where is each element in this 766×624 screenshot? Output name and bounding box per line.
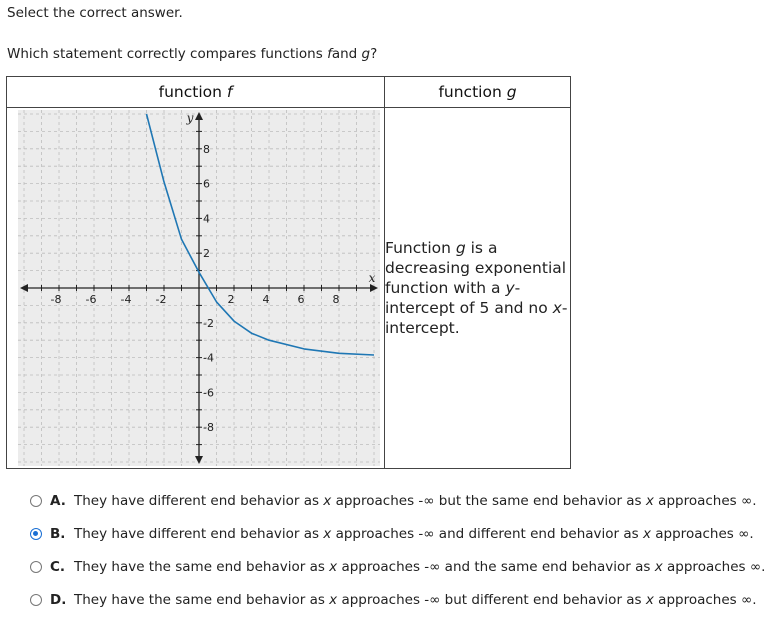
column-header-function-f: function f bbox=[7, 77, 385, 108]
radio-button[interactable] bbox=[30, 528, 42, 540]
choice-b[interactable] bbox=[30, 517, 765, 550]
y-tick-label: -8 bbox=[203, 421, 214, 435]
y-tick-label: -2 bbox=[203, 316, 214, 330]
y-tick-label: 2 bbox=[203, 247, 210, 261]
function-f-graph bbox=[18, 110, 380, 466]
y-tick-label: -4 bbox=[203, 351, 214, 365]
graph-cell bbox=[7, 108, 385, 469]
choice-letter: B. bbox=[50, 525, 66, 542]
function-g-description: Function g is a decreasing exponential function with a y-intercept of 5 and no x-intercept. bbox=[385, 108, 571, 469]
question-text: Which statement correctly compares functions fand g? bbox=[7, 46, 378, 62]
radio-button[interactable] bbox=[30, 561, 42, 573]
choice-text: They have different end behavior as x approaches -∞ and different end behavior as x approaches ∞. bbox=[74, 525, 754, 542]
answer-choices bbox=[30, 484, 765, 616]
y-tick-label: 6 bbox=[203, 177, 210, 191]
y-axis-label: y bbox=[186, 111, 194, 125]
x-tick-label: -2 bbox=[155, 293, 167, 306]
choice-text: They have the same end behavior as x approaches -∞ but different end behavior as x approaches ∞. bbox=[74, 591, 757, 608]
x-tick-label: -4 bbox=[120, 293, 132, 306]
x-tick-label: 8 bbox=[332, 293, 340, 306]
column-header-function-g: function g bbox=[385, 77, 571, 108]
x-tick-label: -8 bbox=[50, 293, 62, 306]
radio-button[interactable] bbox=[30, 594, 42, 606]
choice-c[interactable] bbox=[30, 550, 765, 583]
y-tick-label: 8 bbox=[203, 142, 210, 156]
choice-a[interactable] bbox=[30, 484, 765, 517]
comparison-table bbox=[6, 76, 571, 469]
x-tick-label: 4 bbox=[262, 293, 270, 306]
choice-text: They have different end behavior as x approaches -∞ but the same end behavior as x approaches ∞. bbox=[74, 492, 757, 509]
choice-letter: D. bbox=[50, 591, 67, 608]
x-tick-label: 2 bbox=[227, 293, 235, 306]
radio-button[interactable] bbox=[30, 495, 42, 507]
choice-text: They have the same end behavior as x approaches -∞ and the same end behavior as x approaches ∞. bbox=[74, 558, 766, 575]
x-tick-label: 6 bbox=[297, 293, 305, 306]
y-tick-label: -6 bbox=[203, 386, 214, 400]
y-tick-label: 4 bbox=[203, 212, 210, 226]
x-axis-label: x bbox=[368, 271, 376, 285]
x-tick-label: -6 bbox=[85, 293, 97, 306]
choice-d[interactable] bbox=[30, 583, 765, 616]
choice-letter: C. bbox=[50, 558, 66, 575]
instruction-text: Select the correct answer. bbox=[7, 5, 183, 21]
choice-letter: A. bbox=[50, 492, 66, 509]
